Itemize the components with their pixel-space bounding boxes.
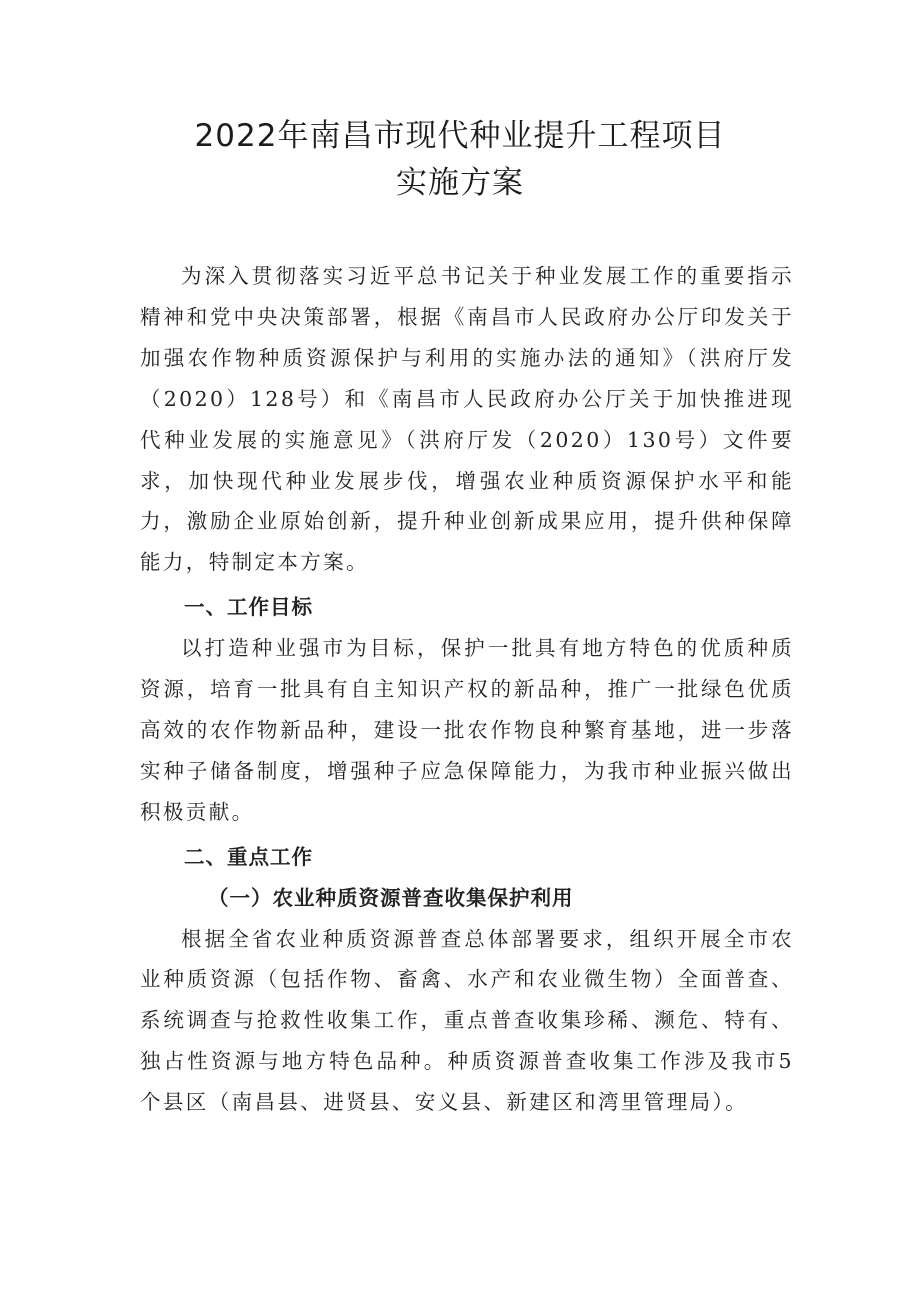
intro-paragraph: 为深入贯彻落实习近平总书记关于种业发展工作的重要指示精神和党中央决策部署，根据《南昌市人民政府办公厅印发关于加强农作物种质资源保护与利用的实施办法的通知》（洪府厅发（2020）128号）和《南昌市人民政府办公厅关于加快推进现代种业发展的实施意见》（洪府厅发（2020）130号）文件要求，加快现代种业发展步伐，增强农业种质资源保护水平和能力，激励企业原始创新，提升种业创新成果应用，提升供种保障能力，特制定本方案。	[140, 264, 794, 575]
document-title-line-1: 2022年南昌市现代种业提升工程项目	[194, 118, 726, 154]
document-title-line-2: 实施方案	[396, 165, 524, 201]
section-2-heading: 二、重点工作	[184, 844, 313, 869]
subsection-1-paragraph: 根据全省农业种质资源普查总体部署要求，组织开展全市农业种质资源（包括作物、畜禽、水产和农业微生物）全面普查、系统调查与抢救性收集工作，重点普查收集珍稀、濒危、特有、独占性资源与地方特色品种。种质资源普查收集工作涉及我市5个县区（南昌县、进贤县、安义县、新建区和湾里管理局）。	[140, 926, 794, 1115]
subsection-1-heading: （一）农业种质资源普查收集保护利用	[208, 885, 574, 910]
section-1-heading: 一、工作目标	[184, 595, 313, 620]
section-1-paragraph: 以打造种业强市为目标，保护一批具有地方特色的优质种质资源，培育一批具有自主知识产权的新品种，推广一批绿色优质高效的农作物新品种，建设一批农作物良种繁育基地，进一步落实种子储备制度，增强种子应急保障能力，为我市种业振兴做出积极贡献。	[140, 636, 794, 824]
document-body	[140, 256, 794, 1123]
